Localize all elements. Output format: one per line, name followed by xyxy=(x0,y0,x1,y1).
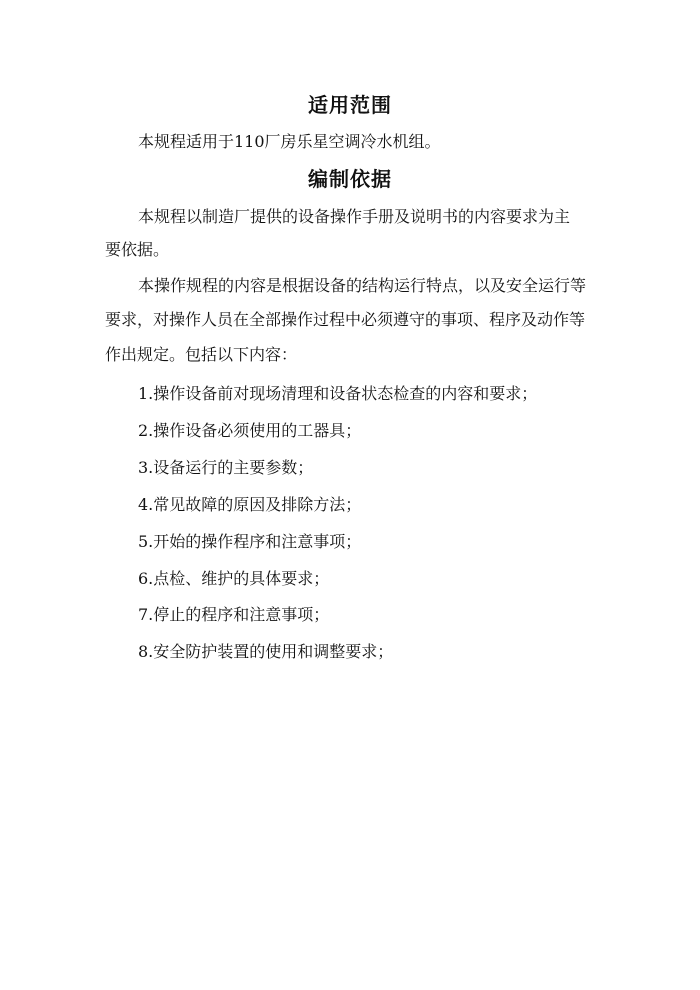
list-item: 4.常见故障的原因及排除方法； xyxy=(138,495,362,514)
list-item: 6.点检、维护的具体要求； xyxy=(138,569,330,588)
list-item: 2.操作设备必须使用的工器具； xyxy=(138,421,362,440)
scope-text: 本规程适用于110厂房乐星空调冷水机组。 xyxy=(138,132,441,151)
basis-heading: 编制依据 xyxy=(308,167,392,191)
scope-heading: 适用范围 xyxy=(308,93,392,117)
basis-paragraph-1-line-1: 本规程以制造厂提供的设备操作手册及说明书的内容要求为主 xyxy=(138,207,571,226)
list-item: 7.停止的程序和注意事项； xyxy=(138,605,330,624)
list-item: 3.设备运行的主要参数； xyxy=(138,458,314,477)
basis-paragraph-1-line-2: 要依据。 xyxy=(105,240,170,259)
basis-paragraph-2-line-1: 本操作规程的内容是根据设备的结构运行特点，以及安全运行等 xyxy=(138,276,587,295)
list-item: 5.开始的操作程序和注意事项； xyxy=(138,532,362,551)
basis-paragraph-2-line-2: 要求，对操作人员在全部操作过程中必须遵守的事项、程序及动作等 xyxy=(105,310,586,329)
list-item: 8.安全防护装置的使用和调整要求； xyxy=(138,642,394,661)
basis-paragraph-2-line-3: 作出规定。包括以下内容： xyxy=(105,345,298,364)
list-item: 1.操作设备前对现场清理和设备状态检查的内容和要求； xyxy=(138,384,538,403)
